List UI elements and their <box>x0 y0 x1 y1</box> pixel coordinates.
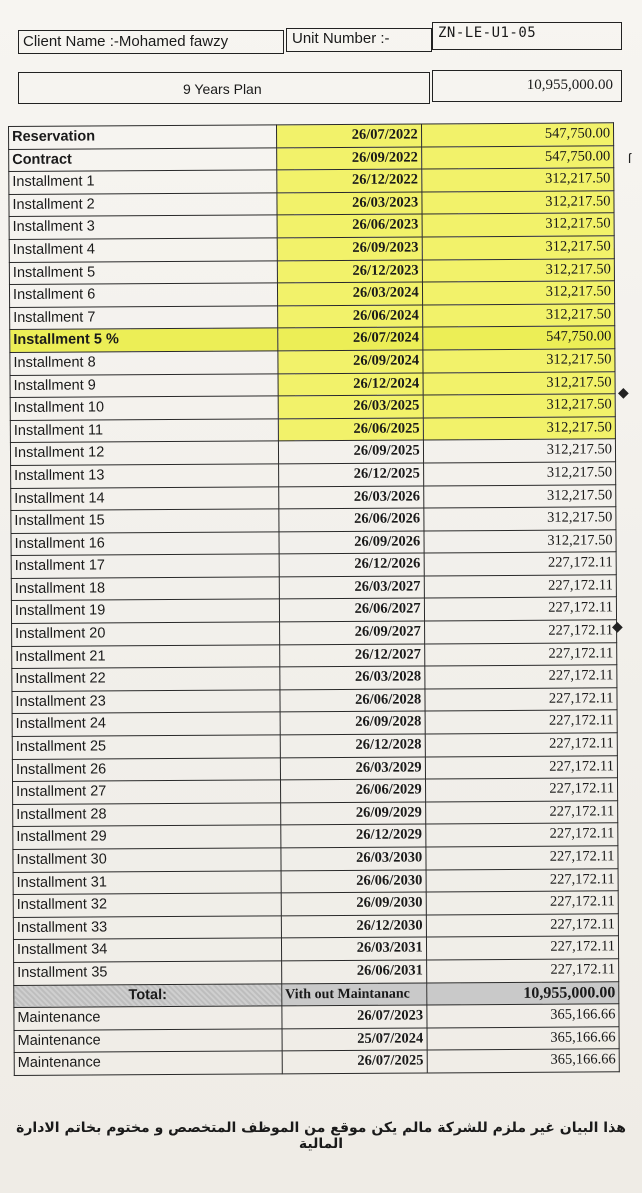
row-label: Installment 17 <box>11 554 279 578</box>
row-date: 25/07/2024 <box>282 1028 427 1051</box>
row-label: Maintenance <box>14 1029 282 1053</box>
row-date: 26/03/2030 <box>281 847 426 870</box>
row-amount: 227,172.11 <box>424 552 616 576</box>
plan-box <box>18 72 430 104</box>
total-price: 10,955,000.00 <box>526 77 613 93</box>
row-amount: 312,217.50 <box>423 484 615 508</box>
row-date: 26/12/2029 <box>281 824 426 847</box>
row-date: 26/09/2026 <box>279 531 424 554</box>
row-amount: 365,166.66 <box>427 1027 619 1051</box>
row-label: Installment 35 <box>14 961 282 985</box>
row-label: Installment 13 <box>11 464 279 488</box>
row-date: 26/03/2027 <box>279 576 424 599</box>
row-date: 26/12/2030 <box>281 915 426 938</box>
row-label: Installment 22 <box>12 667 280 691</box>
row-amount: 227,172.11 <box>425 778 617 802</box>
row-label: Installment 31 <box>13 870 281 894</box>
row-date: 26/06/2031 <box>281 960 426 983</box>
row-date: 26/09/2024 <box>278 350 423 373</box>
row-amount: 312,217.50 <box>423 462 615 486</box>
row-date: 26/09/2022 <box>276 147 421 170</box>
row-date: 26/12/2022 <box>277 169 422 192</box>
row-label: Installment 30 <box>13 848 281 872</box>
row-label: Installment 16 <box>11 532 279 556</box>
row-amount: 227,172.11 <box>426 936 618 960</box>
row-date: 26/07/2024 <box>278 327 423 350</box>
client-name-field <box>18 30 284 54</box>
row-amount: 312,217.50 <box>422 258 614 282</box>
row-amount: 312,217.50 <box>422 281 614 305</box>
row-amount: 312,217.50 <box>422 304 614 328</box>
unit-number-label: Unit Number :- <box>292 30 390 47</box>
row-label: Installment 3 <box>9 215 277 239</box>
row-label: Installment 25 <box>12 735 280 759</box>
row-date: 26/03/2024 <box>277 282 422 305</box>
row-label: Installment 8 <box>10 351 278 375</box>
row-amount: 312,217.50 <box>423 439 615 463</box>
client-name: Client Name :-Mohamed fawzy <box>23 33 229 50</box>
row-date: 26/03/2023 <box>277 192 422 215</box>
row-date: 26/06/2025 <box>278 418 423 441</box>
row-label: Installment 5 <box>9 260 277 284</box>
row-amount: 227,172.11 <box>426 914 618 938</box>
row-amount: 227,172.11 <box>426 959 618 983</box>
row-label: Installment 11 <box>10 419 278 443</box>
plan-title: 9 Years Plan <box>183 81 262 97</box>
pen-mark: ſ <box>628 150 632 166</box>
row-date: 26/06/2027 <box>279 598 424 621</box>
row-label: Installment 21 <box>12 645 280 669</box>
row-label: Installment 12 <box>10 441 278 465</box>
row-amount: 227,172.11 <box>424 597 616 621</box>
row-amount: 547,750.00 <box>421 123 613 147</box>
row-label: Installment 2 <box>9 193 277 217</box>
row-label: Installment 32 <box>13 893 281 917</box>
row-amount: 227,172.11 <box>424 642 616 666</box>
row-amount: 312,217.50 <box>423 371 615 395</box>
row-date: 26/12/2025 <box>278 463 423 486</box>
row-amount: 227,172.11 <box>426 846 618 870</box>
row-label: Installment 28 <box>13 803 281 827</box>
row-label: Installment 18 <box>11 577 279 601</box>
row-date: 26/07/2025 <box>282 1050 427 1073</box>
maintenance-row <box>14 1049 619 1075</box>
row-amount: 227,172.11 <box>425 665 617 689</box>
row-amount: 312,217.50 <box>423 394 615 418</box>
row-date: 26/06/2024 <box>277 305 422 328</box>
total-amount: 10,955,000.00 <box>426 981 618 1005</box>
row-amount: 227,172.11 <box>426 868 618 892</box>
row-date: 26/12/2028 <box>280 734 425 757</box>
row-date: 26/12/2024 <box>278 373 423 396</box>
row-date: 26/09/2023 <box>277 237 422 260</box>
row-date: 26/06/2023 <box>277 214 422 237</box>
row-date: 26/03/2025 <box>278 395 423 418</box>
row-amount: 312,217.50 <box>422 213 614 237</box>
total-note: Vith out Maintananc <box>282 983 427 1006</box>
row-amount: 227,172.11 <box>425 710 617 734</box>
row-date: 26/06/2026 <box>279 508 424 531</box>
row-label: Installment 14 <box>11 486 279 510</box>
row-label: Installment 23 <box>12 690 280 714</box>
row-amount: 227,172.11 <box>425 733 617 757</box>
row-label: Installment 4 <box>9 238 277 262</box>
row-date: 26/12/2026 <box>279 553 424 576</box>
unit-code: ZN-LE-U1-05 <box>438 25 537 41</box>
row-amount: 227,172.11 <box>426 891 618 915</box>
row-amount: 227,172.11 <box>425 755 617 779</box>
disclaimer-note: هذا البيان غير ملزم للشركة مالم يكن موقع من الموظف المتخصص و مختوم بخاتم الادارة المالية <box>16 1120 626 1152</box>
row-amount: 312,217.50 <box>423 349 615 373</box>
row-label: Installment 9 <box>10 373 278 397</box>
row-amount: 312,217.50 <box>421 168 613 192</box>
row-date: 26/09/2029 <box>280 802 425 825</box>
row-amount: 312,217.50 <box>423 417 615 441</box>
row-date: 26/06/2030 <box>281 870 426 893</box>
row-date: 26/09/2027 <box>279 621 424 644</box>
row-amount: 227,172.11 <box>424 575 616 599</box>
row-label: Installment 29 <box>13 825 281 849</box>
installment-table-body <box>9 123 620 1076</box>
total-price-box <box>432 70 622 102</box>
row-label: Maintenance <box>14 1006 282 1030</box>
row-amount: 227,172.11 <box>425 823 617 847</box>
unit-code-box <box>432 22 622 50</box>
row-amount: 312,217.50 <box>422 236 614 260</box>
row-amount: 365,166.66 <box>427 1004 619 1028</box>
row-label: Installment 5 % <box>10 328 278 352</box>
row-date: 26/09/2025 <box>278 440 423 463</box>
row-date: 26/06/2028 <box>280 689 425 712</box>
row-label: Installment 34 <box>13 938 281 962</box>
row-amount: 547,750.00 <box>422 326 614 350</box>
row-label: Installment 19 <box>11 599 279 623</box>
row-label: Installment 1 <box>9 170 277 194</box>
unit-number-label-box <box>286 28 432 52</box>
row-amount: 547,750.00 <box>421 145 613 169</box>
row-amount: 312,217.50 <box>424 507 616 531</box>
row-amount: 227,172.11 <box>425 801 617 825</box>
installment-table <box>8 122 620 1076</box>
row-label: Contract <box>9 147 277 171</box>
pen-mark: ◆ <box>612 618 623 634</box>
row-label: Installment 26 <box>12 757 280 781</box>
row-amount: 312,217.50 <box>422 191 614 215</box>
row-date: 26/06/2029 <box>280 779 425 802</box>
row-date: 26/09/2028 <box>280 711 425 734</box>
pen-mark: ◆ <box>618 384 629 400</box>
total-label: Total: <box>14 983 282 1007</box>
row-date: 26/03/2029 <box>280 757 425 780</box>
row-date: 26/03/2028 <box>280 666 425 689</box>
row-label: Installment 27 <box>13 780 281 804</box>
row-date: 26/07/2022 <box>276 124 421 147</box>
row-label: Installment 6 <box>9 283 277 307</box>
row-label: Installment 7 <box>10 306 278 330</box>
row-label: Installment 10 <box>10 396 278 420</box>
row-date: 26/07/2023 <box>282 1005 427 1028</box>
row-label: Installment 24 <box>12 712 280 736</box>
row-date: 26/12/2027 <box>279 644 424 667</box>
row-date: 26/03/2031 <box>281 937 426 960</box>
row-amount: 227,172.11 <box>424 620 616 644</box>
row-date: 26/03/2026 <box>279 485 424 508</box>
row-label: Installment 15 <box>11 509 279 533</box>
row-label: Installment 33 <box>13 916 281 940</box>
row-label: Installment 20 <box>12 622 280 646</box>
total-row <box>14 981 619 1007</box>
row-amount: 227,172.11 <box>425 688 617 712</box>
row-amount: 312,217.50 <box>424 529 616 553</box>
row-date: 26/12/2023 <box>277 260 422 283</box>
row-label: Maintenance <box>14 1051 282 1075</box>
row-amount: 365,166.66 <box>427 1049 619 1073</box>
row-date: 26/09/2030 <box>281 892 426 915</box>
row-label: Reservation <box>9 125 277 149</box>
